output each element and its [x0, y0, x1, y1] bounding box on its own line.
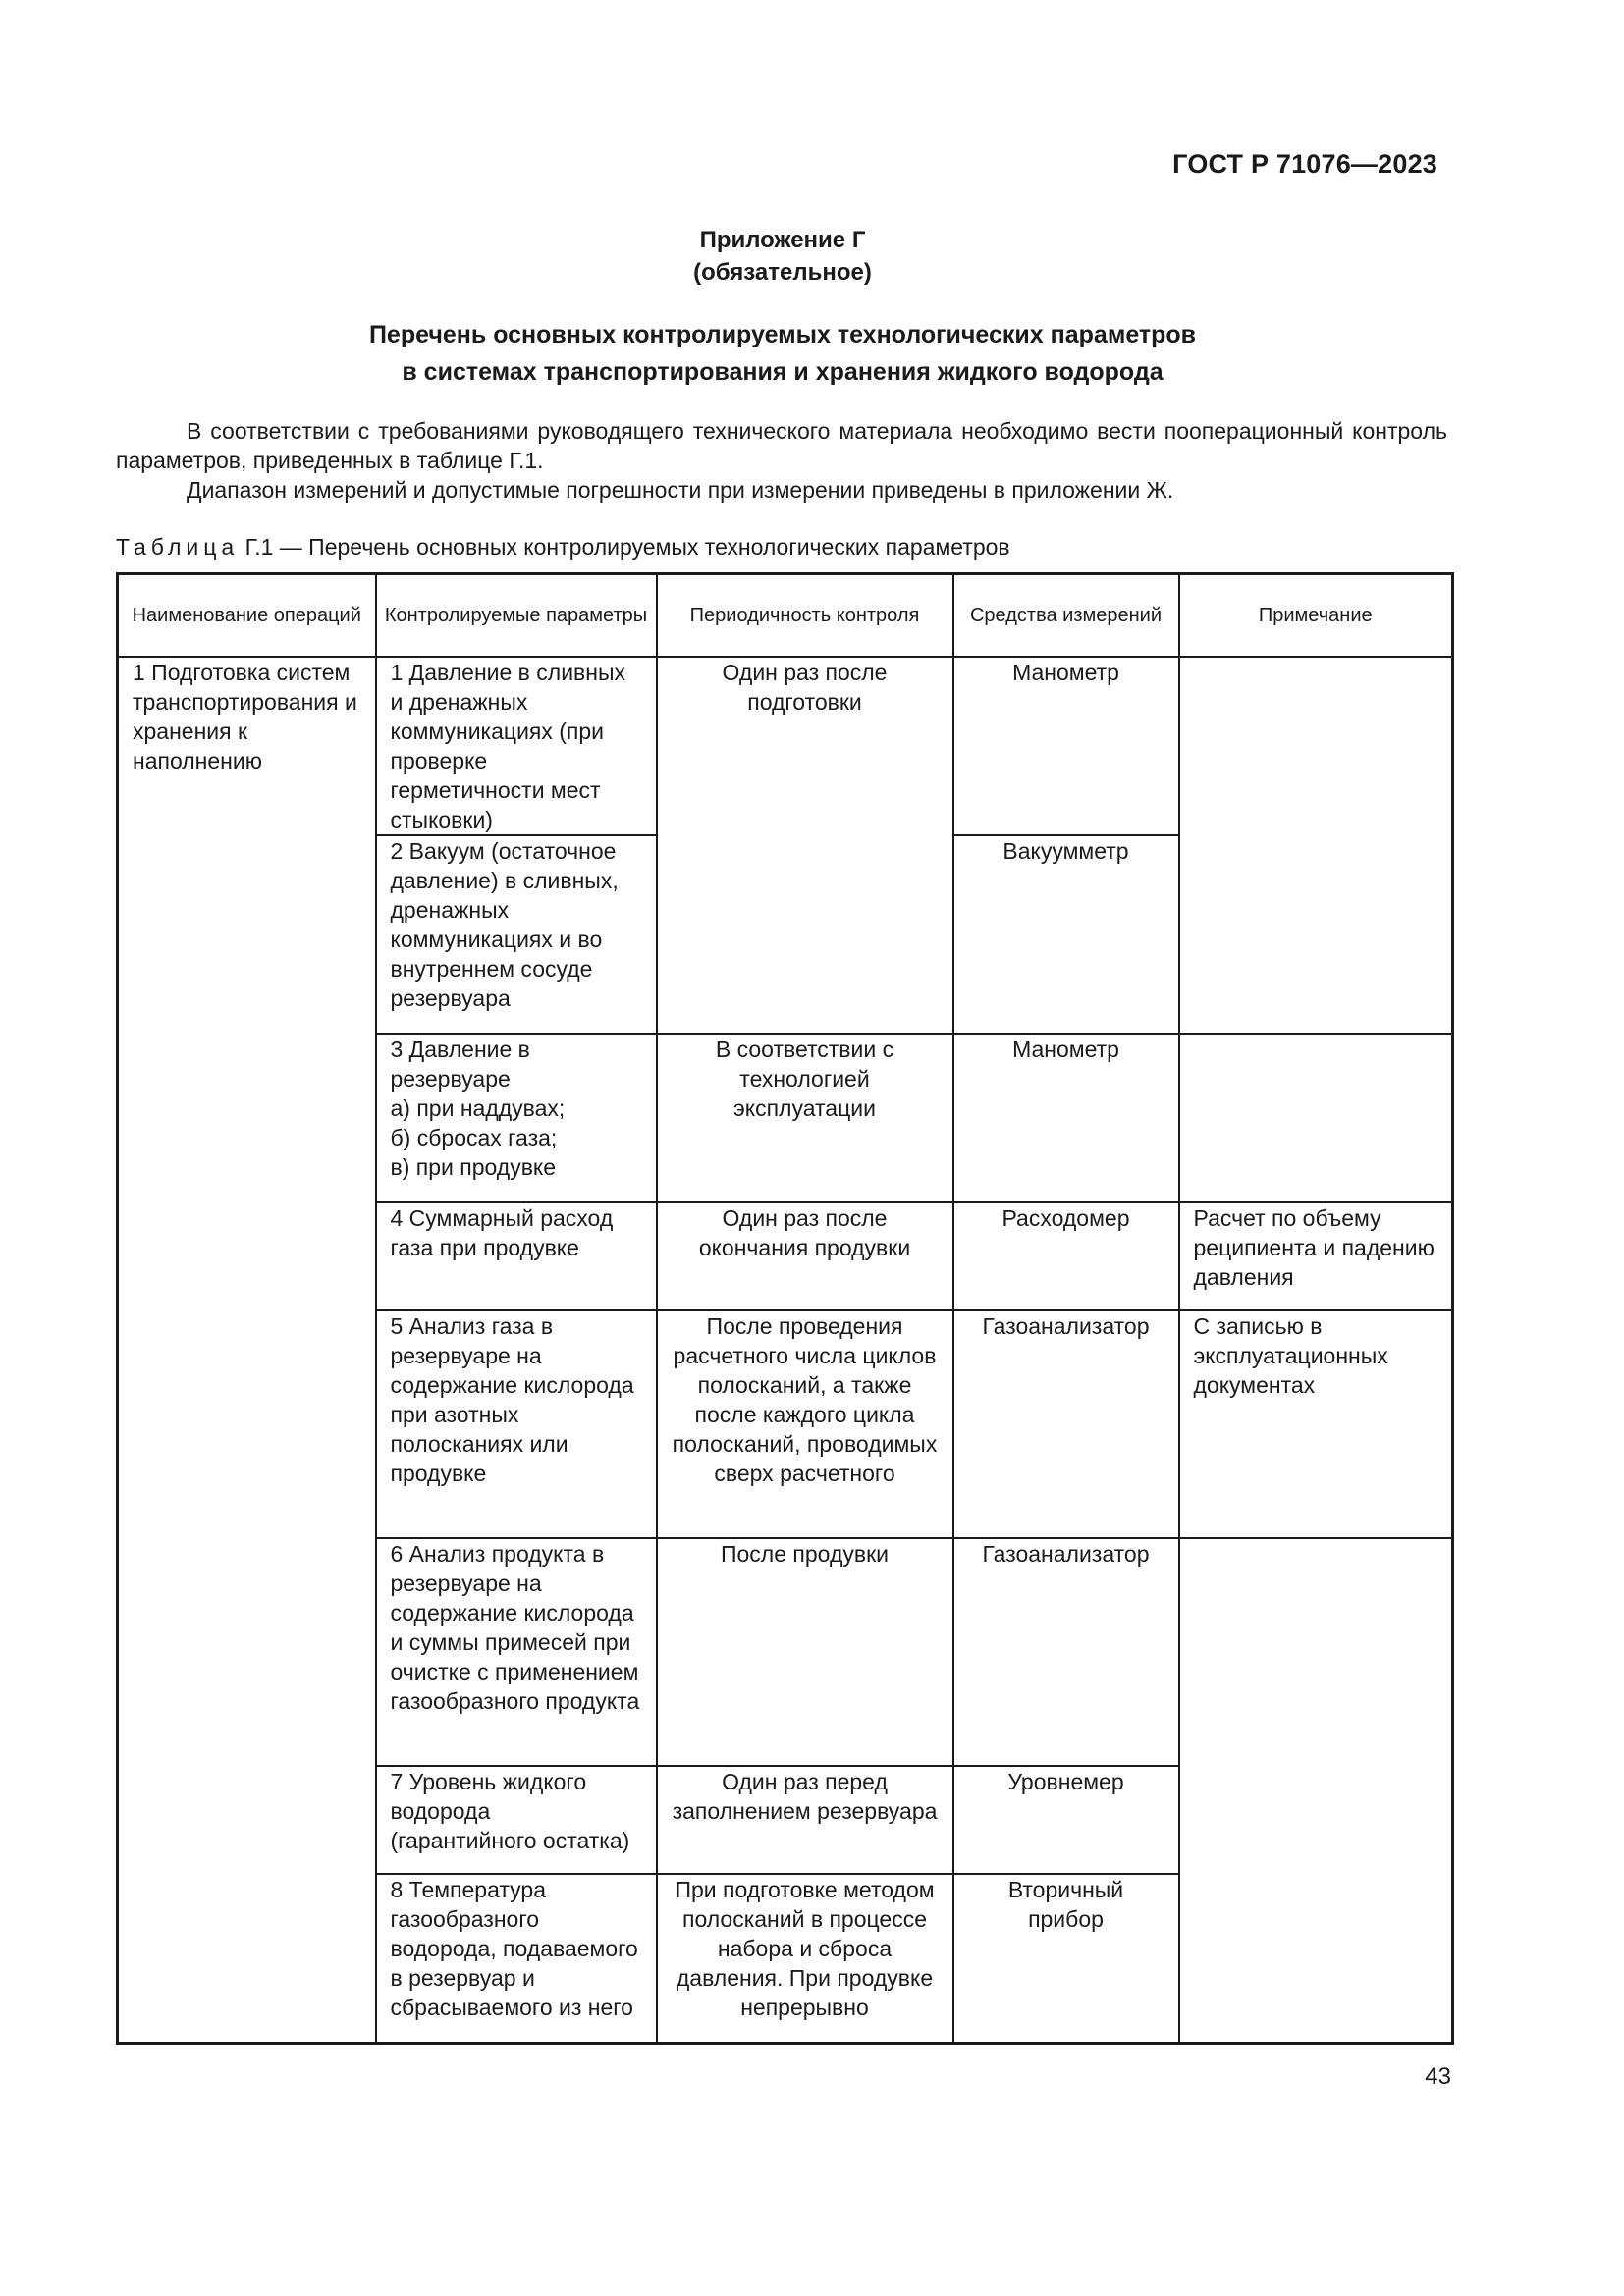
cell-parameter: 1 Давление в сливных и дренажных коммуникациях (при проверке герметичности мест стыковки) — [376, 657, 657, 835]
cell-parameter: 8 Температура газообразного водорода, подаваемого в резервуар и сбрасываемого из него — [376, 1874, 657, 2043]
table-caption — [116, 532, 1010, 561]
appendix-status: (обязательное) — [693, 259, 872, 286]
parameters-table — [116, 572, 1454, 2045]
cell-operation: 1 Подготовка систем транспортирования и хранения к наполнению — [118, 657, 376, 2043]
cell-parameter: 3 Давление в резервуаре а) при наддувах; б) сбросах газа; в) при продувке — [376, 1034, 657, 1202]
cell-instrument: Газоанализатор — [953, 1310, 1179, 1538]
header-note: Примечание — [1179, 574, 1453, 658]
header-periodicity: Периодичность контроля — [657, 574, 953, 658]
cell-instrument: Вторичный прибор — [953, 1874, 1179, 2043]
table-header-row — [118, 574, 1453, 658]
page-number: 43 — [1425, 2063, 1451, 2090]
cell-periodicity: При подготовке методом полосканий в процессе набора и сброса давления. При продувке непрерывно — [657, 1874, 953, 2043]
cell-note — [1179, 657, 1453, 1034]
table-row — [118, 657, 1453, 835]
intro-text — [116, 416, 1447, 505]
cell-parameter: 6 Анализ продукта в резервуаре на содержание кислорода и суммы примесей при очистке с применением газообразного продукта — [376, 1538, 657, 1766]
cell-instrument: Расходомер — [953, 1202, 1179, 1310]
header-operations: Наименование операций — [118, 574, 376, 658]
cell-instrument: Манометр — [953, 657, 1179, 835]
cell-periodicity: Один раз перед заполнением резервуара — [657, 1766, 953, 1874]
cell-periodicity: Один раз после окончания продувки — [657, 1202, 953, 1310]
standard-code: ГОСТ Р 71076—2023 — [1172, 149, 1437, 179]
document-title-line-2: в системах транспортирования и хранения жидкого водорода — [402, 358, 1164, 386]
cell-instrument: Уровнемер — [953, 1766, 1179, 1874]
appendix-heading — [0, 224, 1565, 289]
cell-periodicity: После продувки — [657, 1538, 953, 1766]
intro-paragraph-1: В соответствии с требованиями руководящего технического материала необходимо вести пооперационный контроль параметров, приведенных в таблице Г.1. — [116, 418, 1447, 473]
cell-parameter: 2 Вакуум (остаточное давление) в сливных, дренажных коммуникациях и во внутреннем сосуде резервуара — [376, 835, 657, 1034]
cell-note: С записью в эксплуатационных документах — [1179, 1310, 1453, 1538]
cell-parameter: 7 Уровень жидкого водорода (гарантийного остатка) — [376, 1766, 657, 1874]
cell-periodicity: В соответствии с технологией эксплуатации — [657, 1034, 953, 1202]
cell-instrument: Вакуумметр — [953, 835, 1179, 1034]
cell-instrument: Газоанализатор — [953, 1538, 1179, 1766]
header-parameters: Контролируемые параметры — [376, 574, 657, 658]
cell-note — [1179, 1034, 1453, 1202]
cell-note — [1179, 1538, 1453, 2043]
cell-parameter: 5 Анализ газа в резервуаре на содержание кислорода при азотных полосканиях или продувке — [376, 1310, 657, 1538]
table-caption-text: Г.1 — Перечень основных контролируемых технологических параметров — [244, 534, 1010, 560]
cell-parameter: 4 Суммарный расход газа при продувке — [376, 1202, 657, 1310]
cell-note: Расчет по объему реципиента и падению давления — [1179, 1202, 1453, 1310]
header-instruments: Средства измерений — [953, 574, 1179, 658]
document-title — [0, 316, 1565, 391]
table-caption-prefix: Таблица — [116, 534, 240, 560]
document-title-line-1: Перечень основных контролируемых технологических параметров — [368, 321, 1197, 348]
cell-periodicity: После проведения расчетного числа циклов полосканий, а также после каждого цикла полосканий, проводимых сверх расчетного — [657, 1310, 953, 1538]
cell-instrument: Манометр — [953, 1034, 1179, 1202]
intro-paragraph-2: Диапазон измерений и допустимые погрешности при измерении приведены в приложении Ж. — [187, 477, 1174, 503]
appendix-title: Приложение Г — [699, 227, 866, 253]
cell-periodicity: Один раз после подготовки — [657, 657, 953, 1034]
